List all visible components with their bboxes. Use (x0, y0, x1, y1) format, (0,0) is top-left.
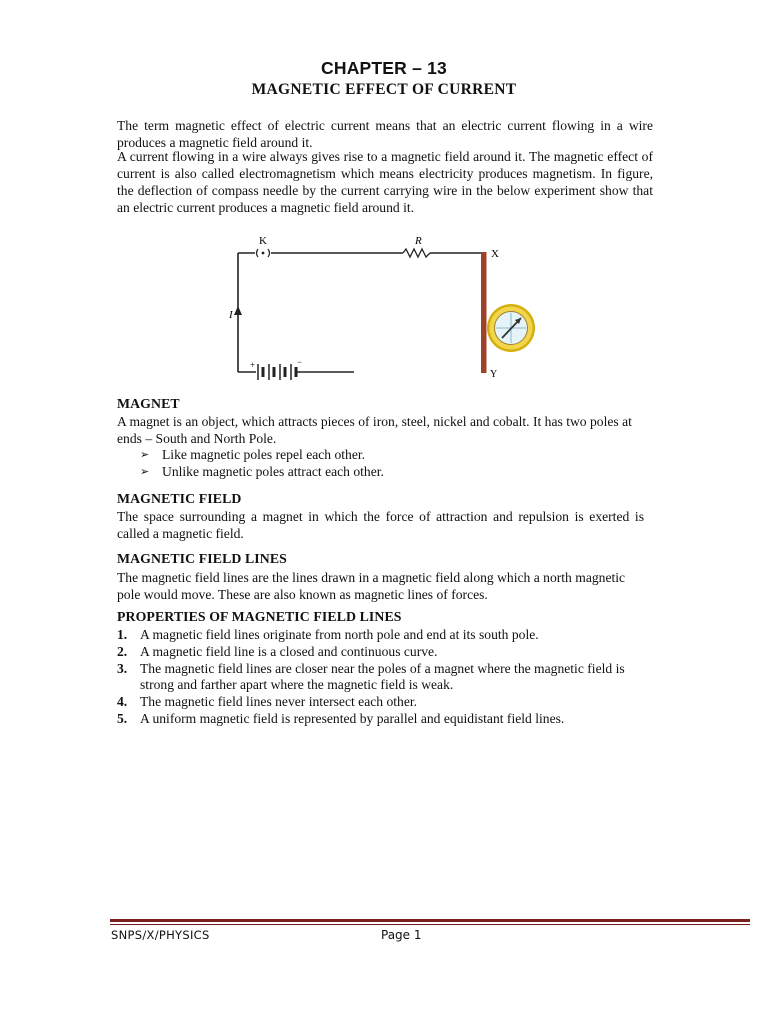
magnet-definition: A magnet is an object, which attracts pieces of iron, steel, nickel and cobalt. It has two poles at ends – South and North Pole. (117, 414, 632, 446)
list-item: 1. A magnetic field lines originate from north pole and end at its south pole. (117, 627, 539, 642)
battery-symbol (258, 364, 296, 380)
magnet-bullet-list (140, 446, 384, 480)
footer-document-code: SNPS/X/PHYSICS (111, 928, 210, 942)
chapter-number: CHAPTER – 13 (321, 58, 447, 78)
properties-heading: PROPERTIES OF MAGNETIC FIELD LINES (117, 609, 402, 624)
conductor-xy (481, 252, 487, 373)
arrow-bullet-icon: ➢ (140, 465, 150, 478)
label-plus: + (250, 360, 256, 370)
label-y: Y (490, 369, 498, 380)
intro-paragraph-1: The term magnetic effect of electric current means that an electric current flowing in a wire produces a magnetic field around it. (117, 118, 653, 150)
footer-rule-thin (110, 924, 750, 925)
footer-rule-thick (110, 919, 750, 922)
magnetic-field-definition: The space surrounding a magnet in which the force of attraction and repulsion is exerted is called a magnetic field. (117, 509, 644, 541)
key-symbol (257, 249, 270, 257)
list-item: 3. The magnetic field lines are closer near the poles of a magnet where the magnetic field is strong and farther apart where the magnetic field is weak. (117, 660, 625, 693)
field-lines-heading: MAGNETIC FIELD LINES (117, 551, 287, 566)
compass (487, 304, 535, 352)
chapter-title: MAGNETIC EFFECT OF CURRENT (251, 81, 517, 98)
magnet-heading: MAGNET (117, 396, 180, 411)
resistor-symbol (403, 249, 430, 257)
magnetic-field-heading: MAGNETIC FIELD (117, 491, 242, 506)
list-item: 2. A magnetic field line is a closed and continuous curve. (117, 643, 438, 659)
current-arrow (234, 306, 242, 315)
list-item: ➢ Unlike magnetic poles attract each other. (140, 464, 384, 479)
field-lines-definition: The magnetic field lines are the lines drawn in a magnetic field along which a north magnetic pole would move. These are also known as magnetic lines of forces. (117, 570, 626, 602)
page-number: Page 1 (381, 928, 422, 942)
label-x: X (491, 248, 499, 260)
list-item: 5. A uniform magnetic field is represented by parallel and equidistant field lines. (117, 710, 565, 726)
arrow-bullet-icon: ➢ (140, 448, 150, 461)
label-minus: − (297, 357, 303, 367)
list-item: 4. The magnetic field lines never intersect each other. (117, 694, 418, 710)
list-item: ➢ Like magnetic poles repel each other. (140, 447, 366, 462)
label-key: K (259, 235, 267, 247)
properties-list (117, 627, 657, 728)
label-current: I (229, 309, 233, 321)
circuit-diagram (225, 232, 545, 380)
intro-paragraph-2: A current flowing in a wire always gives rise to a magnetic field around it. The magnetic effect of current is also called electromagnetism which means electricity produces magnetism. In figure, the deflection of compass needle by the current carrying wire in the below experiment show that an electric current produces a magnetic field around it. (117, 149, 653, 215)
label-resistor: R (415, 235, 422, 247)
